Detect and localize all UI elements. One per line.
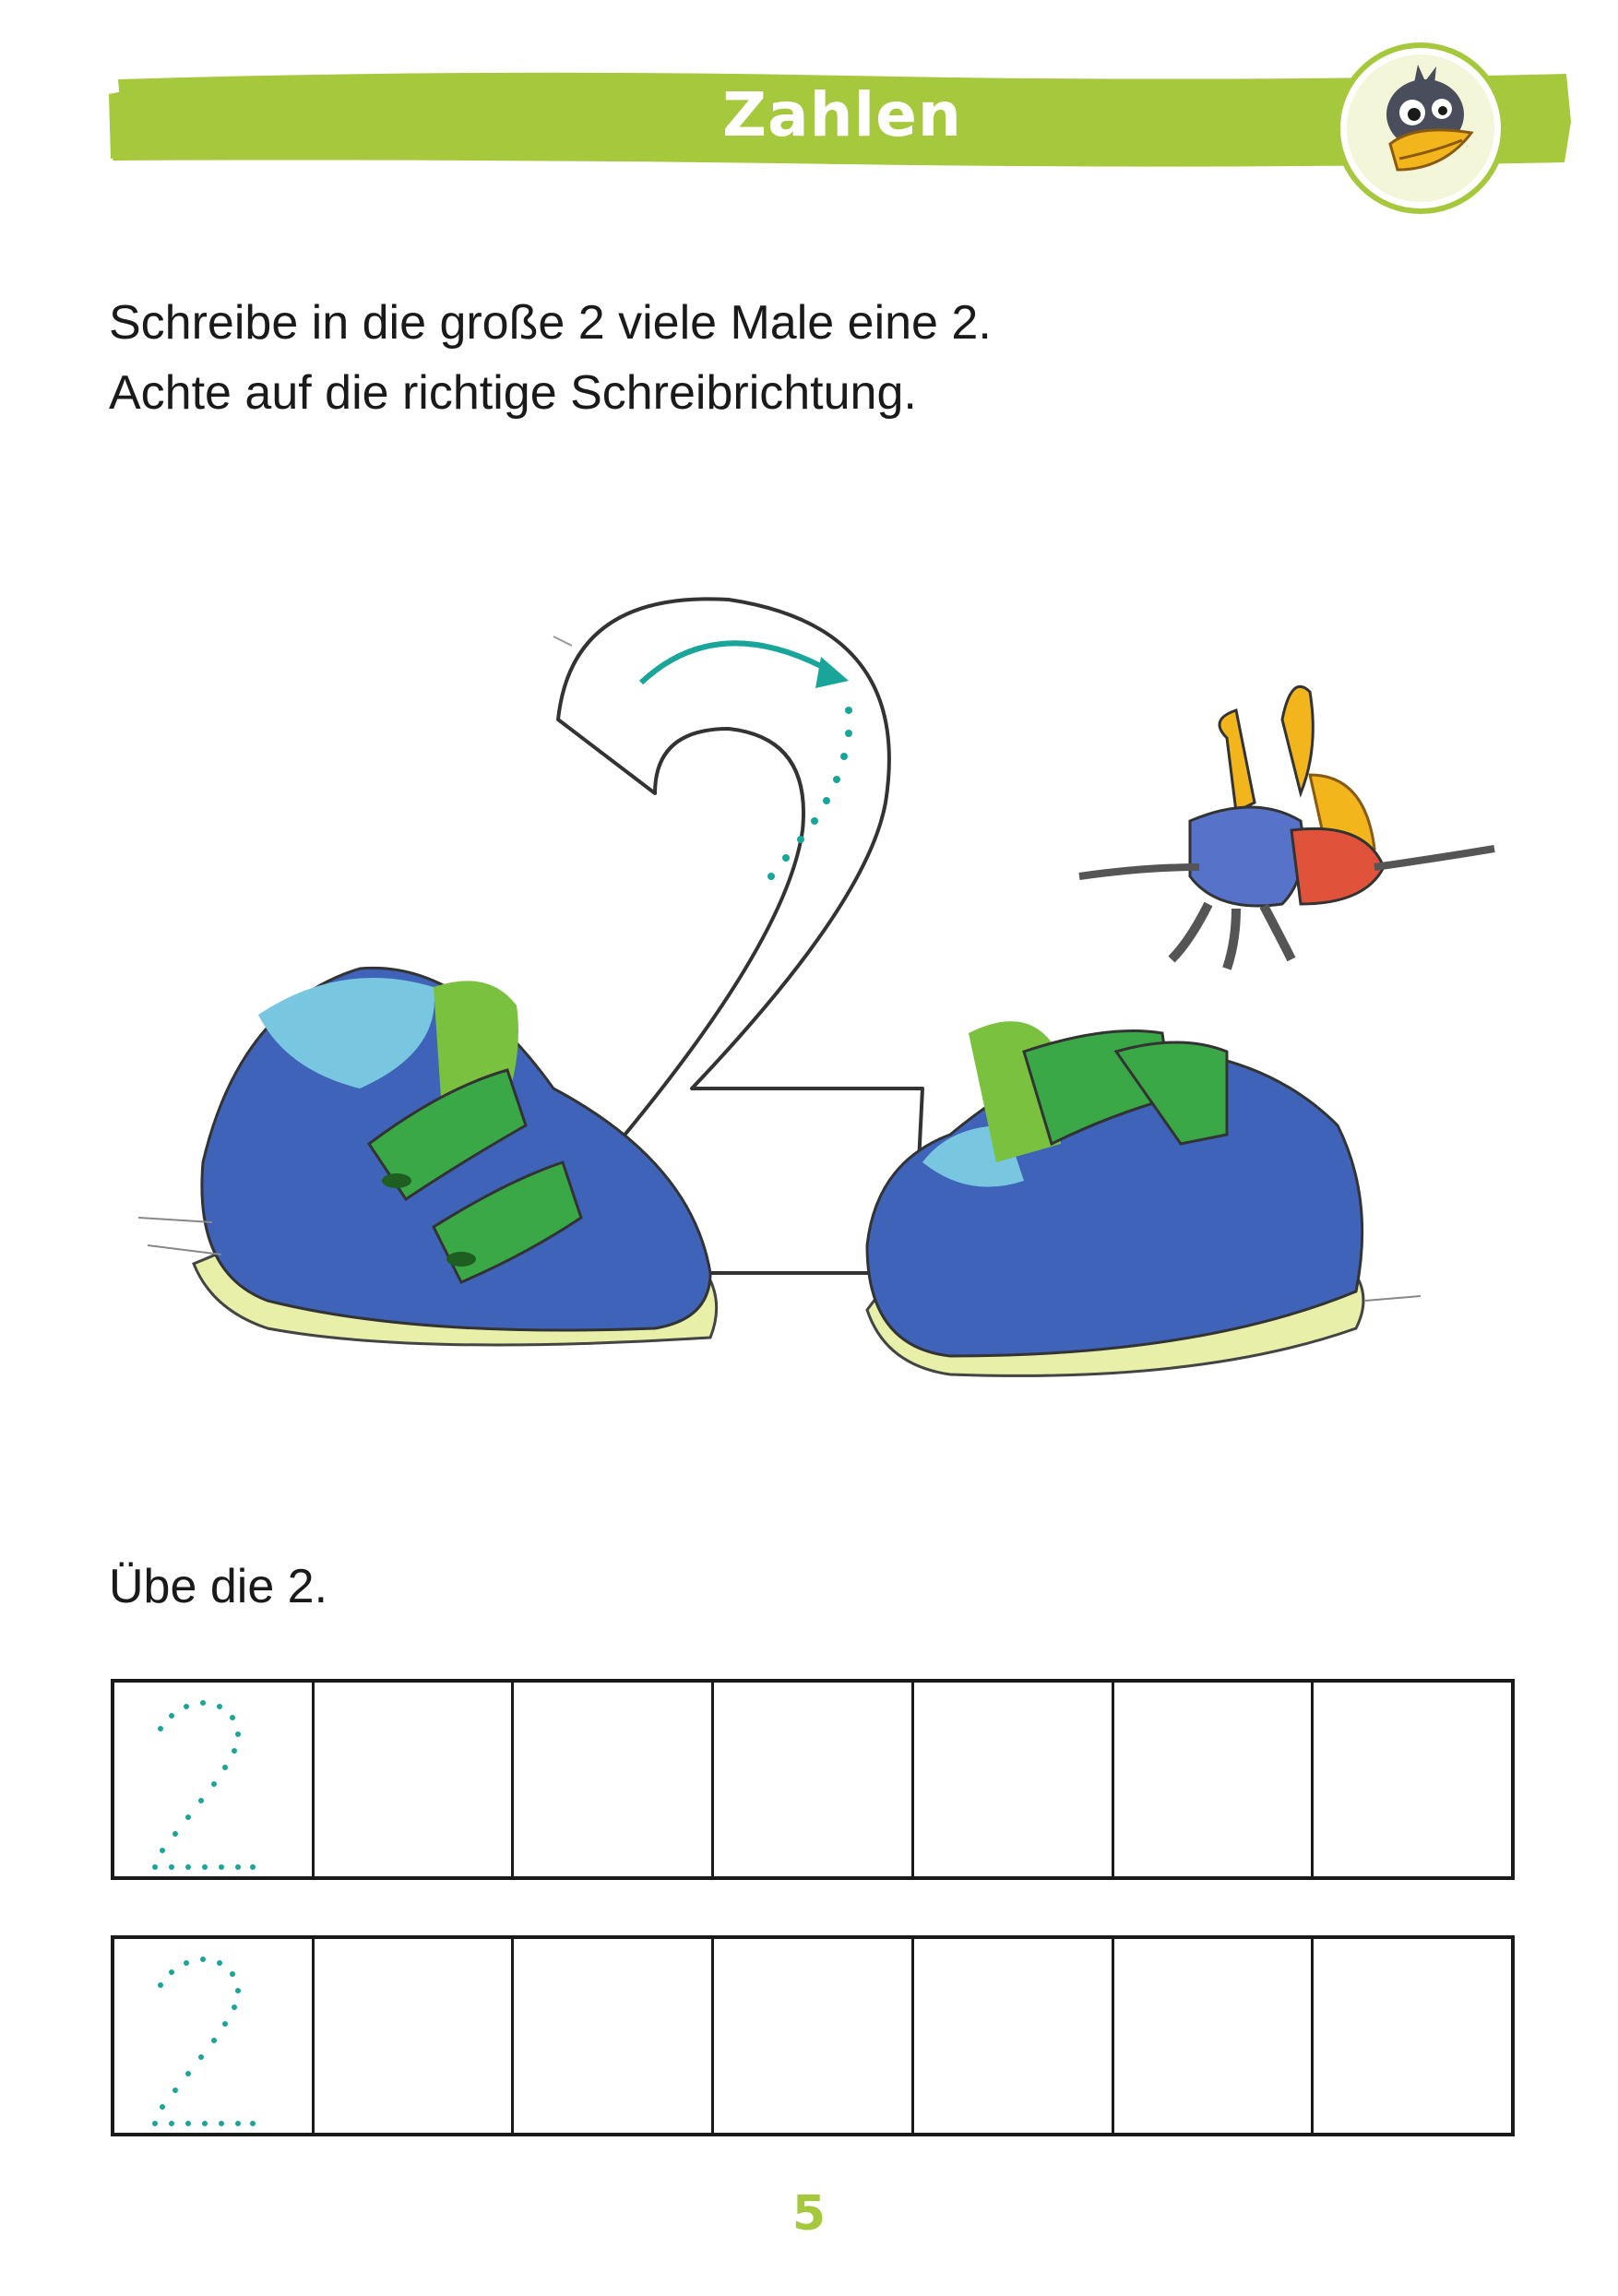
page-number: 5 (791, 2186, 827, 2242)
writing-cell[interactable] (514, 1939, 714, 2133)
dotted-two-template (142, 1948, 271, 2133)
practice-label: Übe die 2. (109, 1560, 328, 1613)
practice-row-1 (111, 1679, 1515, 1880)
writing-cell[interactable] (914, 1939, 1114, 2133)
writing-cell[interactable] (1314, 1683, 1511, 1876)
practice-row-2 (111, 1935, 1515, 2136)
writing-cell[interactable] (914, 1683, 1114, 1876)
writing-cell[interactable] (1114, 1939, 1315, 2133)
writing-cell[interactable] (315, 1683, 515, 1876)
instruction-line-1: Schreibe in die große 2 viele Male eine 2. (109, 296, 992, 350)
writing-cell[interactable] (1314, 1939, 1511, 2133)
dotted-two-template (142, 1692, 271, 1876)
fallen-crow-illustration (1070, 664, 1513, 978)
writing-cell[interactable] (714, 1683, 914, 1876)
instruction-line-2: Achte auf die richtige Schreibrichtung. (109, 366, 917, 420)
trace-cell[interactable] (114, 1939, 315, 2133)
writing-cell[interactable] (514, 1683, 714, 1876)
crow-head-icon (1333, 41, 1508, 216)
trace-cell[interactable] (114, 1683, 315, 1876)
left-shoe (194, 968, 717, 1345)
writing-cell[interactable] (1114, 1683, 1315, 1876)
writing-cell[interactable] (315, 1939, 515, 2133)
writing-cell[interactable] (714, 1939, 914, 2133)
page-title: Zahlen (722, 79, 962, 150)
right-shoe (867, 1021, 1363, 1375)
